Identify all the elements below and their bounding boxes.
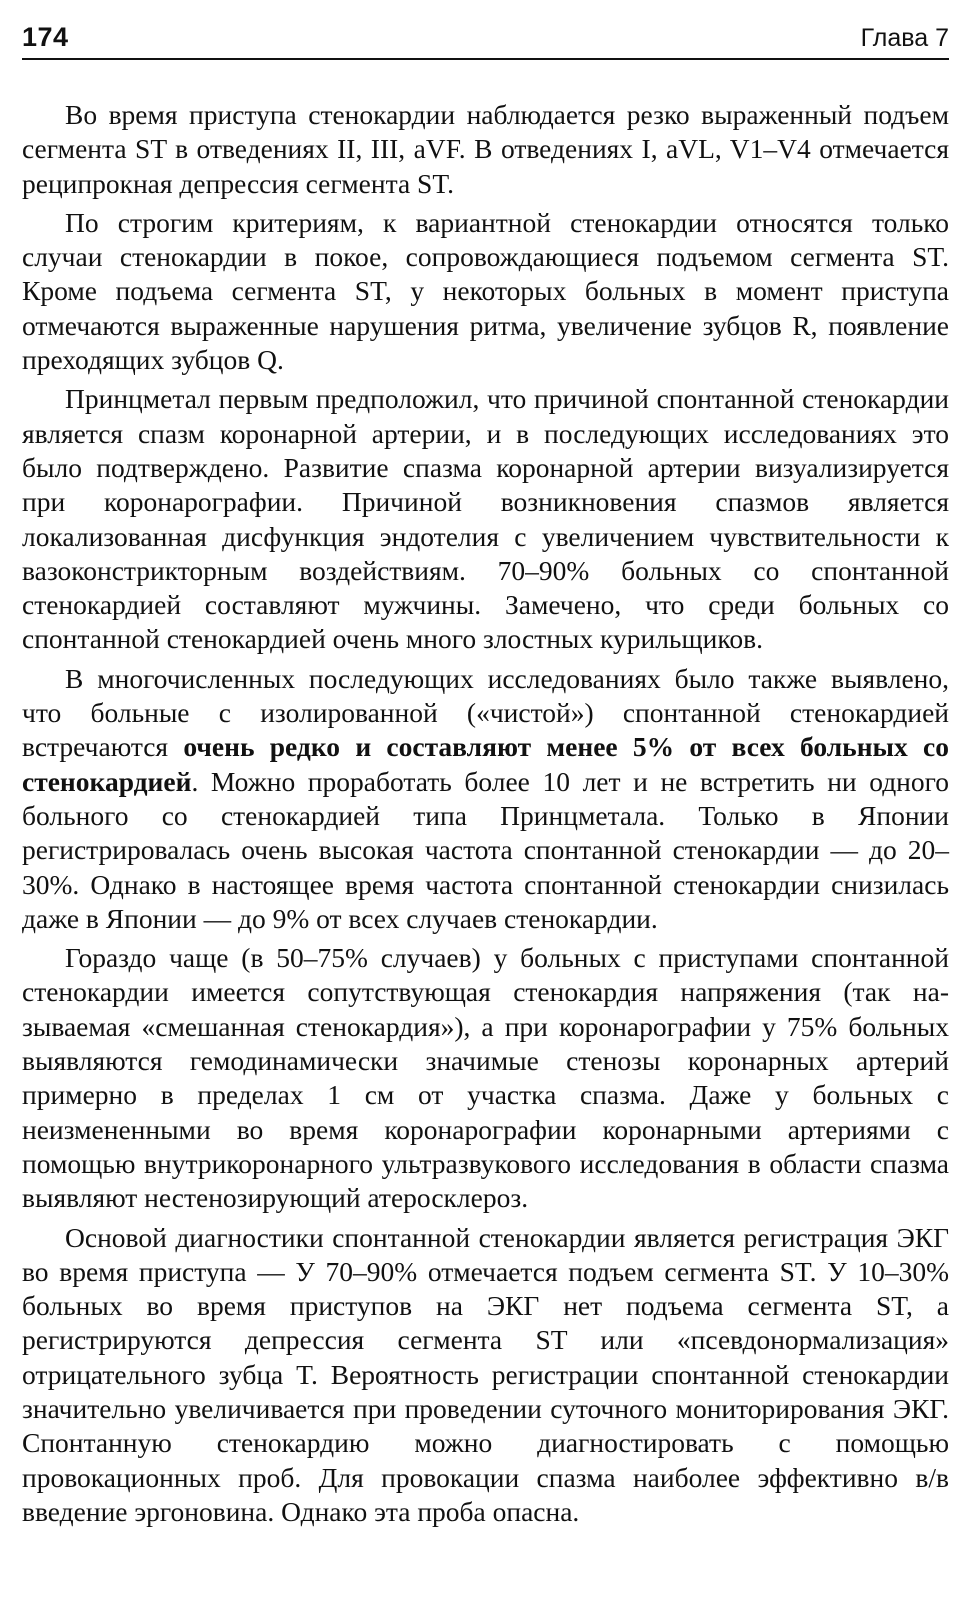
paragraph-diagnostics: Основой диагностики спонтанной стенокардии является регистрация ЭКГ во время приступа — У 70–90% отмечается подъем сегмента ST. У 10–30% больных во время приступов на ЭКГ нет подъема сегмента ST, а регистрируются депрессия сегмента ST или «псевдонормализация» отрицательного зубца T. Вероятность регистрации спонтанной стенокардии значительно увеличивается при проведении суточного мониторирования ЭКГ. Спонтанную стенокардию можно диагностировать с помощью провокационных проб. Для провокации спазма наиболее эффективно в/в введение эргоновина. Однако эта проба опасна. (22, 1221, 949, 1527)
chapter-title: Глава 7 (860, 24, 949, 52)
prevalence-text-start: В многочисленных последующих исследованиях было также выявлено, что больные с изолированной («чистой») спонтанной стенокардией встречаются (22, 662, 949, 763)
prevalence-text-end: . Можно проработать более 10 лет и не встретить ни одного больного со стенокардией типа Принцметала. Только в Японии регистрировалась очень высокая частота спонтанной стенокардии — до 20–30%. Однако в настоящее время частота спонтанной стенокардии снизилась даже в Японии — до 9% от всех случаев стенокардии. (22, 765, 949, 934)
page-number: 174 (22, 22, 69, 52)
paragraph-prinzmetal-spasm: Принцметал первым предположил, что причиной спонтанной стенокардии является спазм коронарной артерии, и в последующих исследованиях это было подтверждено. Развитие спазма коронарной артерии визуализируется при коронарографии. Причиной возникновения спазмов является локализованная дисфункция эндотелия с увеличением чувствительности к вазоконстрикторным воздействиям. 70–90% больных со спонтанной стенокардией составляют мужчины. Замечено, что среди больных со спонтанной стенокардией очень много злостных курильщиков. (22, 383, 949, 655)
body-text (22, 98, 949, 1529)
running-header (22, 22, 949, 60)
paragraph-prevalence (22, 662, 949, 936)
paragraph-mixed-angina: Гораздо чаще (в 50–75% случаев) у больных с приступами спонтанной стенокардии имеется сопутствующая стенокардия напряжения (так называемая «смешанная стенокардия»), а при коронарографии у 75% больных выявляются гемодинамически значимые стенозы коронарных артерий примерно в пределах 1 см от участка спазма. Даже у больных с неизмененными во время коронарографии коронарными артериями с помощью внутрикоронарного ультразвукового исследования в области спазма выявляют нестенозирующий атеросклероз. (22, 942, 949, 1214)
paragraph-attack-ecg: Во время приступа стенокардии наблюдается резко выраженный подъем сегмента ST в отведениях II, III, aVF. В отведениях I, aVL, V1–V4 отмечается реципрокная депрессия сегмента ST. (22, 99, 949, 199)
paragraph-strict-criteria: По строгим критериям, к вариантной стенокардии относятся только случаи стенокардии в покое, сопровождающиеся подъемом сегмента ST. Кроме подъема сегмента ST, у некоторых больных в момент приступа отмечаются выраженные нарушения ритма, увеличение зубцов R, появление преходящих зубцов Q. (22, 206, 949, 376)
prevalence-emphasis: очень редко и составляют менее 5% от всех больных со стенокардией (22, 731, 949, 797)
